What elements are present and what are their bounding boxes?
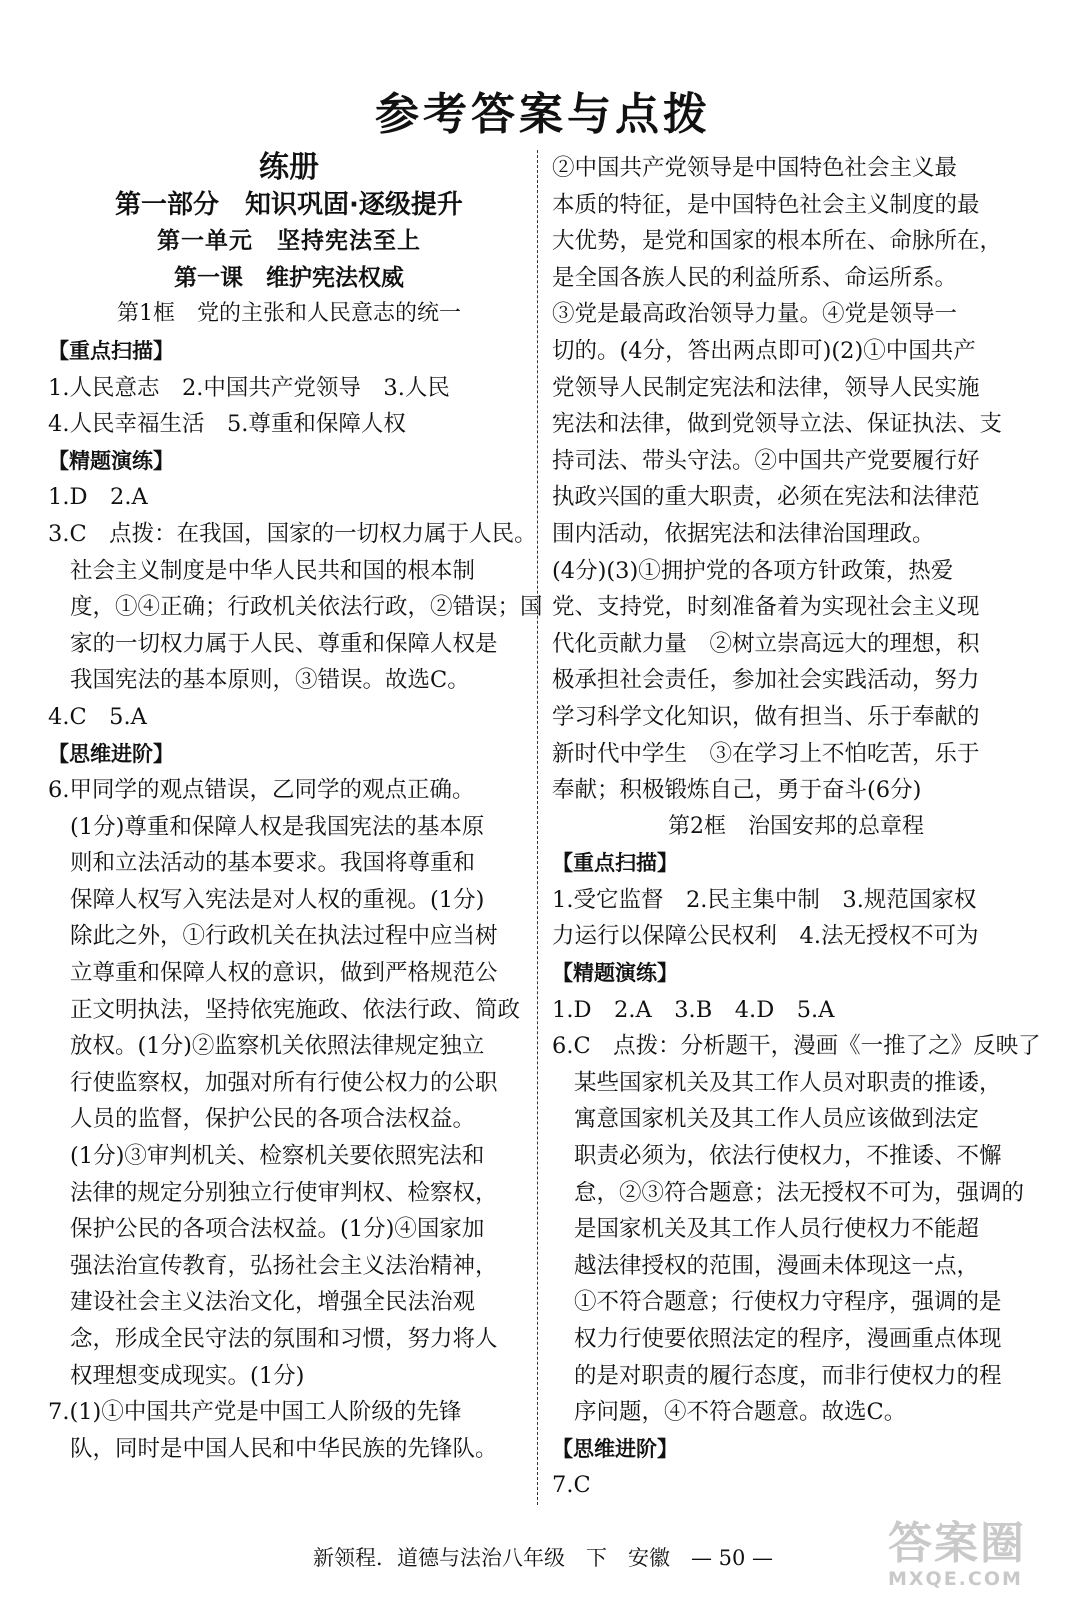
left-column-line: 1.D 2.A — [48, 484, 148, 511]
right-column-line: 7.C — [552, 1472, 591, 1499]
page-footer: 新领程．道德与法治八年级 下 安徽 — 50 — — [312, 1546, 774, 1570]
right-column-line: 是全国各族人民的利益所系、命运所系。 — [552, 264, 958, 291]
left-column-line: 社会主义制度是中华人民共和国的根本制 — [70, 557, 476, 584]
right-column-line: 【重点扫描】 — [552, 851, 678, 876]
left-column-line: 人员的监督，保护公民的各项合法权益。 — [70, 1106, 476, 1133]
left-column-line: 除此之外，①行政机关在执法过程中应当树 — [70, 923, 498, 950]
right-column-line: ①不符合题意；行使权力守程序，强调的是 — [574, 1289, 1002, 1316]
left-column-line: 6.甲同学的观点错误，乙同学的观点正确。 — [48, 777, 475, 804]
left-column-line: 队，同时是中国人民和中华民族的先锋队。 — [70, 1435, 498, 1462]
right-column-line: 代化贡献力量 ②树立崇高远大的理想，积 — [552, 630, 980, 657]
right-column-line: 第2框 治国安邦的总章程 — [668, 813, 924, 839]
left-column-line: 家的一切权力属于人民、尊重和保障人权是 — [70, 630, 498, 657]
right-column-line: 越法律授权的范围，漫画未体现这一点， — [574, 1252, 980, 1279]
answer-column-left — [48, 150, 543, 1467]
left-column-line: 1.人民意志 2.中国共产党领导 3.人民 — [48, 374, 450, 401]
left-column-line: 正文明执法，坚持依宪施政、依法行政、简政 — [70, 996, 521, 1023]
right-column-line: 切的。(4分，答出两点即可)(2)①中国共产 — [552, 337, 976, 364]
left-column-line: 第一部分 知识巩固·逐级提升 — [115, 189, 463, 220]
left-column-line: 【思维进阶】 — [48, 741, 174, 766]
left-column-line: 4.C 5.A — [48, 703, 147, 730]
right-column-line: 6.C 点拨：分析题干，漫画《一推了之》反映了 — [552, 1033, 1041, 1060]
left-column-line: 权理想变成现实。(1分) — [70, 1362, 305, 1389]
right-column-line: 极承担社会责任，参加社会实践活动，努力 — [552, 667, 980, 694]
left-column-line: 【重点扫描】 — [48, 338, 174, 363]
right-column-line: 是国家机关及其工作人员行使权力不能超 — [574, 1216, 980, 1243]
right-column-line: (4分)(3)①拥护党的各项方针政策，热爱 — [552, 557, 954, 584]
watermark-logo-text: 答案圈 — [888, 1518, 1026, 1569]
right-column-line: ③党是最高政治领导力量。④党是领导一 — [552, 301, 958, 328]
page-title: 参考答案与点拨 — [375, 89, 711, 140]
right-column-line: 新时代中学生 ③在学习上不怕吃苦，乐于 — [552, 740, 980, 767]
left-column-line: 保护公民的各项合法权益。(1分)④国家加 — [70, 1216, 485, 1243]
right-column-line: 党、支持党，时刻准备着为实现社会主义现 — [552, 594, 980, 621]
left-column-line: 【精题演练】 — [48, 448, 174, 473]
answer-column-right — [552, 150, 1040, 1504]
left-column-line: 念，形成全民守法的氛围和习惯，努力将人 — [70, 1326, 498, 1352]
right-column-line: 怠，②③符合题意；法无授权不可为，强调的 — [574, 1179, 1025, 1206]
right-column-line: 党领导人民制定宪法和法律，领导人民实施 — [552, 374, 980, 401]
right-column-line: 1.D 2.A 3.B 4.D 5.A — [552, 996, 835, 1023]
left-column-line: 4.人民幸福生活 5.尊重和保障人权 — [48, 411, 406, 438]
right-column-line: 1.受它监督 2.民主集中制 3.规范国家权 — [552, 886, 977, 913]
right-column-line: 力运行以保障公民权利 4.法无授权不可为 — [552, 923, 979, 950]
left-column-line: 立尊重和保障人权的意识，做到严格规范公 — [70, 960, 498, 987]
watermark-url: MXQE.COM — [888, 1568, 1023, 1590]
left-column-line: 我国宪法的基本原则，③错误。故选C。 — [70, 667, 470, 694]
right-column-line: 职责必须为，依法行使权力，不推诿、不懈 — [574, 1143, 1002, 1170]
right-column-line: 本质的特征，是中国特色社会主义制度的最 — [552, 191, 980, 218]
left-column-line: (1分)尊重和保障人权是我国宪法的基本原 — [70, 813, 485, 840]
left-column-line: 第一课 维护宪法权威 — [174, 264, 404, 291]
right-column-line: ②中国共产党领导是中国特色社会主义最 — [552, 155, 958, 181]
right-column-line: 寓意国家机关及其工作人员应该做到法定 — [574, 1106, 980, 1133]
right-column-line: 持司法、带头守法。②中国共产党要履行好 — [552, 447, 980, 474]
right-column-line: 序问题，④不符合题意。故选C。 — [574, 1399, 907, 1426]
right-column-line: 执政兴国的重大职责，必须在宪法和法律范 — [552, 484, 980, 511]
left-column-line: 法律的规定分别独立行使审判权、检察权， — [70, 1179, 498, 1206]
left-column-line: 练册 — [259, 150, 319, 185]
right-column-line: 的是对职责的履行态度，而非行使权力的程 — [574, 1362, 1002, 1389]
left-column-line: 第1框 党的主张和人民意志的统一 — [117, 301, 461, 327]
right-column-line: 【精题演练】 — [552, 961, 678, 986]
left-column-line: 第一单元 坚持宪法至上 — [157, 227, 421, 255]
left-column-line: 7.(1)①中国共产党是中国工人阶级的先锋 — [48, 1399, 462, 1426]
left-column-line: 建设社会主义法治文化，增强全民法治观 — [70, 1289, 476, 1316]
left-column-line: 行使监察权，加强对所有行使公权力的公职 — [70, 1069, 498, 1096]
left-column-line: (1分)③审判机关、检察机关要依照宪法和 — [70, 1143, 485, 1170]
right-column-line: 宪法和法律，做到党领导立法、保证执法、支 — [552, 411, 1003, 438]
right-column-line: 某些国家机关及其工作人员对职责的推诿， — [574, 1069, 1002, 1096]
left-column-line: 则和立法活动的基本要求。我国将尊重和 — [70, 850, 476, 877]
left-column-line: 度，①④正确；行政机关依法行政，②错误；国 — [70, 594, 543, 621]
right-column-line: 权力行使要依照法定的程序，漫画重点体现 — [574, 1326, 1002, 1352]
right-column-line: 【思维进阶】 — [552, 1436, 678, 1461]
right-column-line: 大优势，是党和国家的根本所在、命脉所在， — [552, 228, 1003, 255]
left-column-line: 3.C 点拨：在我国，国家的一切权力属于人民。 — [48, 520, 537, 547]
left-column-line: 保障人权写入宪法是对人权的重视。(1分) — [70, 886, 485, 913]
left-column-line: 放权。(1分)②监察机关依照法律规定独立 — [70, 1033, 485, 1060]
right-column-line: 围内活动，依据宪法和法律治国理政。 — [552, 520, 935, 547]
right-column-line: 奉献；积极锻炼自己，勇于奋斗(6分) — [552, 777, 922, 804]
watermark-logo — [888, 1520, 1078, 1596]
column-divider — [537, 150, 538, 1505]
left-column-line: 强法治宣传教育，弘扬社会主义法治精神， — [70, 1252, 498, 1279]
right-column-line: 学习科学文化知识，做有担当、乐于奉献的 — [552, 703, 980, 730]
